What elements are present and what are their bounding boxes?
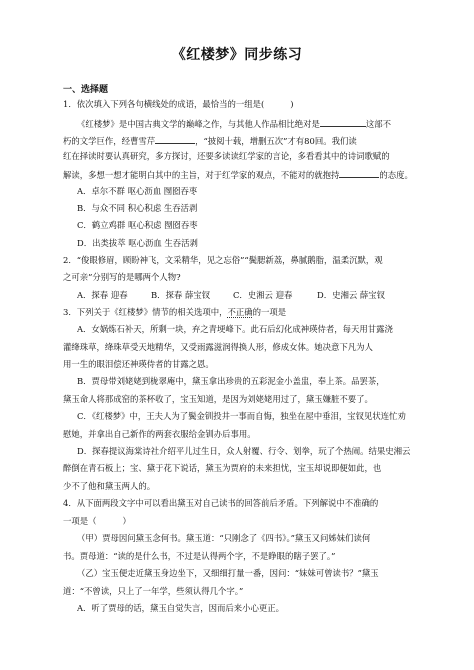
question-4-stem: 4．从下面两段文字中可以看出黛玉对自己读书的回答前后矛盾。下列解说中不准确的 <box>63 498 379 508</box>
question-3-option-d: 醉倒在青石板上；宝、黛于花下说话，黛玉为贾府的未来担忧，宝玉却说即便如此，也 <box>63 463 382 473</box>
question-4-passage-yi: 道：“不曾读，只上了一年学，些须认得几个字。” <box>63 586 244 596</box>
question-1-option-b: B．与众不同 积心积虑 生吞活剥 <box>77 203 198 213</box>
question-4-stem: 一项是（ ） <box>63 516 131 526</box>
question-4-passage-yi: （乙）宝玉便走近黛玉身边坐下，又细细打量一番，因问：“妹妹可曾读书？”黛玉 <box>77 568 379 578</box>
question-1-passage-line: 《红楼梦》是中国古典文学的巅峰之作，与其他人作品相比绝对是 这部不 <box>77 119 391 129</box>
question-3-option-b: 黛玉命人将那成窑的茶杯收了，宝玉知道，是因为刘姥姥用过了，黛玉嫌脏不要了。 <box>63 394 373 404</box>
question-1-option-d: D．出类拔萃 呕心沥血 生吞活剥 <box>77 238 198 248</box>
question-2-option-a: A．探春 迎春 <box>77 290 128 300</box>
page-title: 《红楼梦》同步练习 <box>171 47 303 63</box>
question-1-stem: 1．依次填入下列各句横线处的成语，最恰当的一组是( ) <box>63 99 294 109</box>
question-3-stem: 3．下列关于《红楼梦》情节的相关选项中，不正确的一项是 <box>63 307 287 317</box>
question-3-option-c: C．《红楼梦》中，王夫人为了鬓金钏投井一事而自悔，独坐在屋中垂泪，宝钗见状连忙劝 <box>77 411 406 421</box>
question-3-option-b: B．贾母带刘姥姥到栊翠庵中，黛玉拿出珍贵的五彩泥金小盖盅，奉上茶。品罢茶， <box>77 376 385 386</box>
question-3-option-a: 用一生的眼泪偿还神瑛侍者的甘露之恩。 <box>63 359 214 369</box>
question-1-option-a: A．卓尔不群 呕心沥血 囫囵吞枣 <box>77 186 198 196</box>
question-4-passage-jia: 书。贾母道：“读的是什么书，不过是认得两个字，不是睁眼的瞎子罢了。” <box>63 551 336 561</box>
question-4-passage-jia: （甲）贾母因问黛玉念何书。黛玉道：“只刚念了《四书》。”黛玉又问姊妹们读何 <box>77 533 371 543</box>
question-3-option-c: 慰她，并拿出自己新作的两套衣服给金钏办后事用。 <box>63 429 256 439</box>
question-2-stem: 之可亲”分别写的是哪两个人物? <box>63 272 181 282</box>
question-2-options <box>77 290 417 301</box>
section-heading: 一、选择题 <box>63 85 109 95</box>
question-1-passage-line: 解读，多想一想才能明白其中的主旨，对于红学家的观点，不能对的就抱持 的态度。 <box>63 170 413 180</box>
question-1-passage-line: 朽的文学巨作，经曹雪芹 ，“披阅十载，增删五次”才有80回。我们读 <box>63 136 357 146</box>
question-3-option-d: D．探春提议海棠诗社介绍平儿过生日，众人射覆、行令、划拳，玩了个热闹。结果史湘云 <box>77 446 411 456</box>
question-2-stem: 2．“俊眼修眉，顾盼神飞，文采精华，见之忘俗”“鬓腮新荔，鼻腻鹅脂，温柔沉默，观 <box>63 255 383 265</box>
question-1-passage-line: 红在择读时要认真研究，多方探讨，还要多读读红学家的言论，多看看其中的诗词歌赋的 <box>63 151 390 161</box>
question-3-option-a: A．女娲炼石补天，所剩一块，弃之青埂峰下。此石后幻化成神瑛侍者，每天用甘露浇 <box>77 324 393 334</box>
blank-line <box>155 134 195 144</box>
question-2-option-c: C．史湘云 迎春 <box>233 290 293 300</box>
blank-line <box>320 117 366 127</box>
question-2-option-b: B．探春 薛宝钗 <box>151 290 211 300</box>
question-3-option-a: 灌绛珠草，绛珠草受天地精华，又受雨露滋润得换人形，修成女体。她决意下凡为人 <box>63 342 373 352</box>
question-4-option-a: A．听了贾母的话，黛玉自觉失言，因而后来小心更正。 <box>77 603 285 613</box>
blank-line <box>339 168 379 178</box>
question-1-option-c: C．鹤立鸡群 呕心积虑 囫囵吞枣 <box>77 220 198 230</box>
question-3-option-d: 少不了他和黛玉两人的。 <box>63 481 156 491</box>
question-2-option-d: D．史湘云 薛宝钗 <box>317 290 386 300</box>
